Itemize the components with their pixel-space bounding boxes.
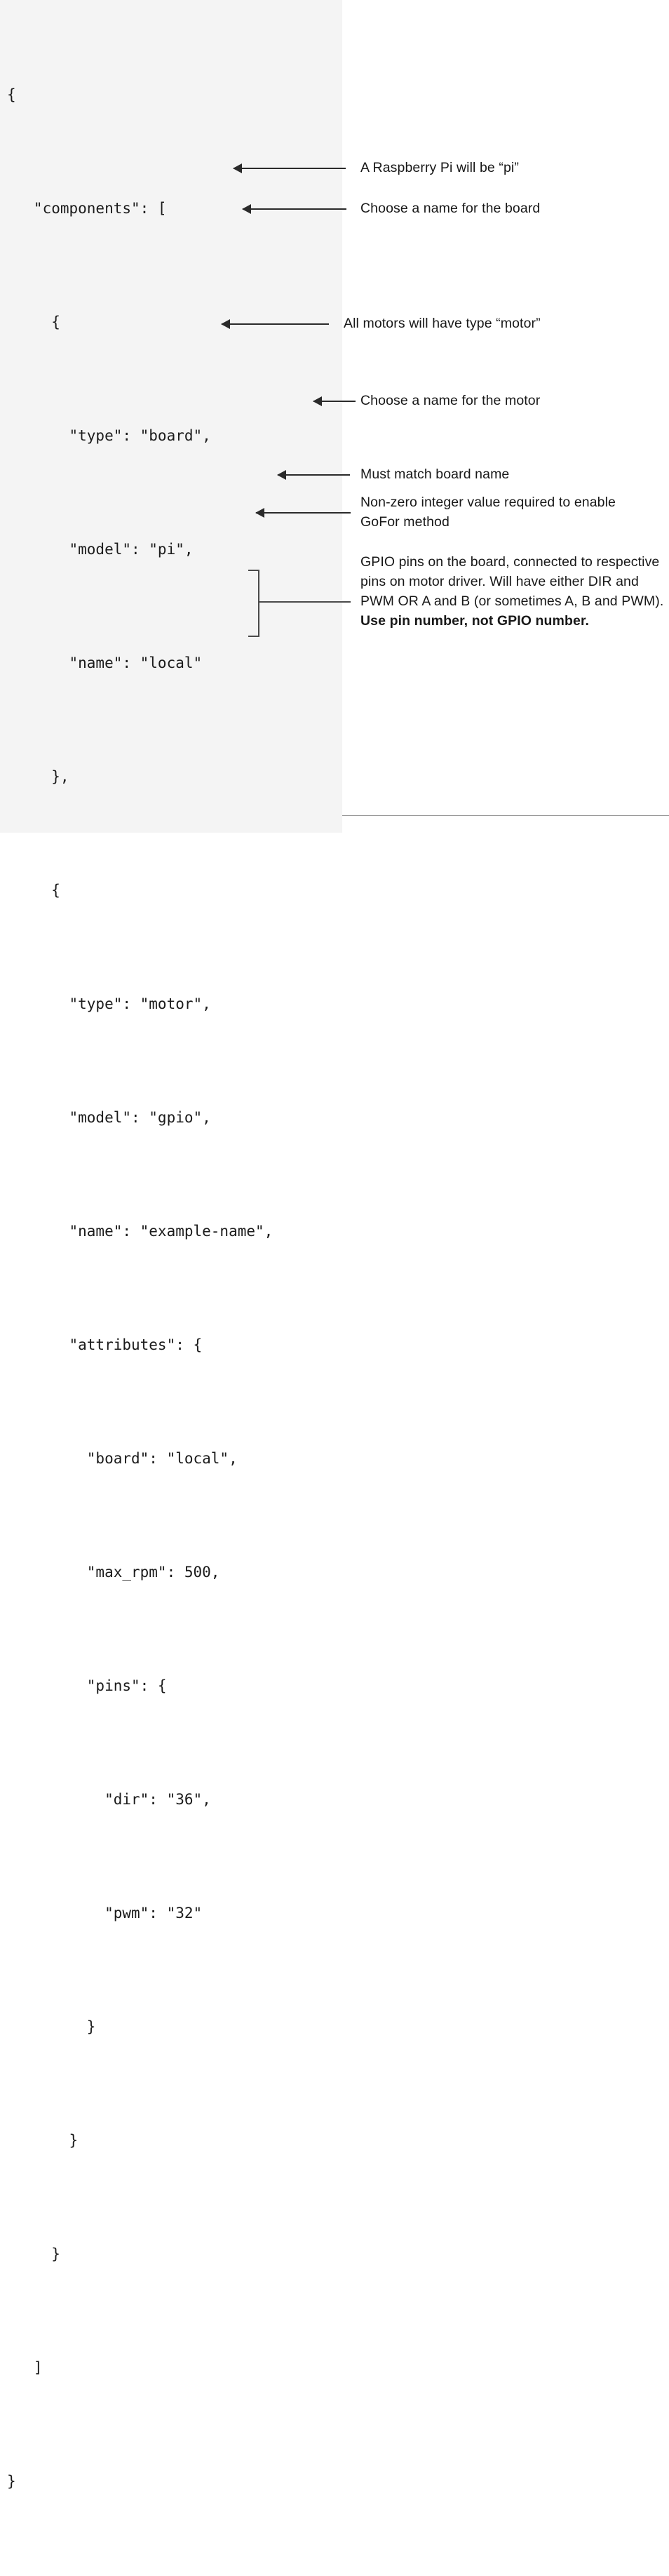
annotation-layer [342, 0, 669, 833]
annotation-pins-emphasis: Use pin number, not GPIO number. [360, 613, 590, 629]
annotation-board-name: Choose a name for the board [360, 201, 541, 216]
arrow-board-name [243, 208, 346, 210]
bottom-divider [342, 815, 669, 816]
code-line: } [7, 2018, 96, 2035]
arrow-max-rpm [256, 512, 351, 514]
code-line: "type": "motor", [7, 995, 211, 1012]
arrow-attr-board [278, 474, 350, 476]
code-line: "attributes": { [7, 1336, 203, 1353]
code-line: "max_rpm": 500, [7, 1564, 220, 1581]
annotation-motor-type: All motors will have type “motor” [344, 316, 541, 331]
pins-bracket-stem [258, 601, 351, 603]
annotation-motor-name: Choose a name for the motor [360, 393, 541, 408]
code-line: } [7, 2132, 79, 2149]
code-line: { [7, 86, 16, 103]
code-line: "name": "example-name", [7, 1223, 273, 1240]
code-line: ] [7, 2359, 43, 2376]
code-line: } [7, 2246, 60, 2262]
code-line: { [7, 882, 60, 899]
arrow-motor-name [313, 401, 356, 402]
annotation-pins-text: GPIO pins on the board, connected to respective pins on motor driver. Will have either DIR and PWM OR A and B (or sometimes A, B and PWM). [360, 554, 664, 609]
code-line: "pwm": "32" [7, 1905, 203, 1921]
code-line: "components": [ [7, 200, 167, 217]
code-line: } [7, 2473, 16, 2490]
pins-bracket [248, 570, 259, 637]
annotation-attr-board: Must match board name [360, 467, 510, 482]
code-panel [0, 0, 342, 2490]
code-line: "model": "gpio", [7, 1109, 211, 1126]
code-line: "model": "pi", [7, 541, 194, 558]
arrow-board-model [234, 168, 346, 169]
code-line: }, [7, 768, 69, 785]
code-line: "type": "board", [7, 427, 211, 444]
arrow-motor-type [222, 323, 329, 325]
code-line: "name": "local" [7, 655, 203, 671]
annotation-max-rpm: Non-zero integer value required to enable GoFor method [360, 495, 616, 530]
code-line: { [7, 314, 60, 330]
code-line: "board": "local", [7, 1450, 238, 1467]
code-line: "pins": { [7, 1677, 167, 1694]
annotation-board-model: A Raspberry Pi will be “pi” [360, 160, 519, 175]
annotation-pins [360, 552, 669, 631]
code-line: "dir": "36", [7, 1791, 211, 1808]
